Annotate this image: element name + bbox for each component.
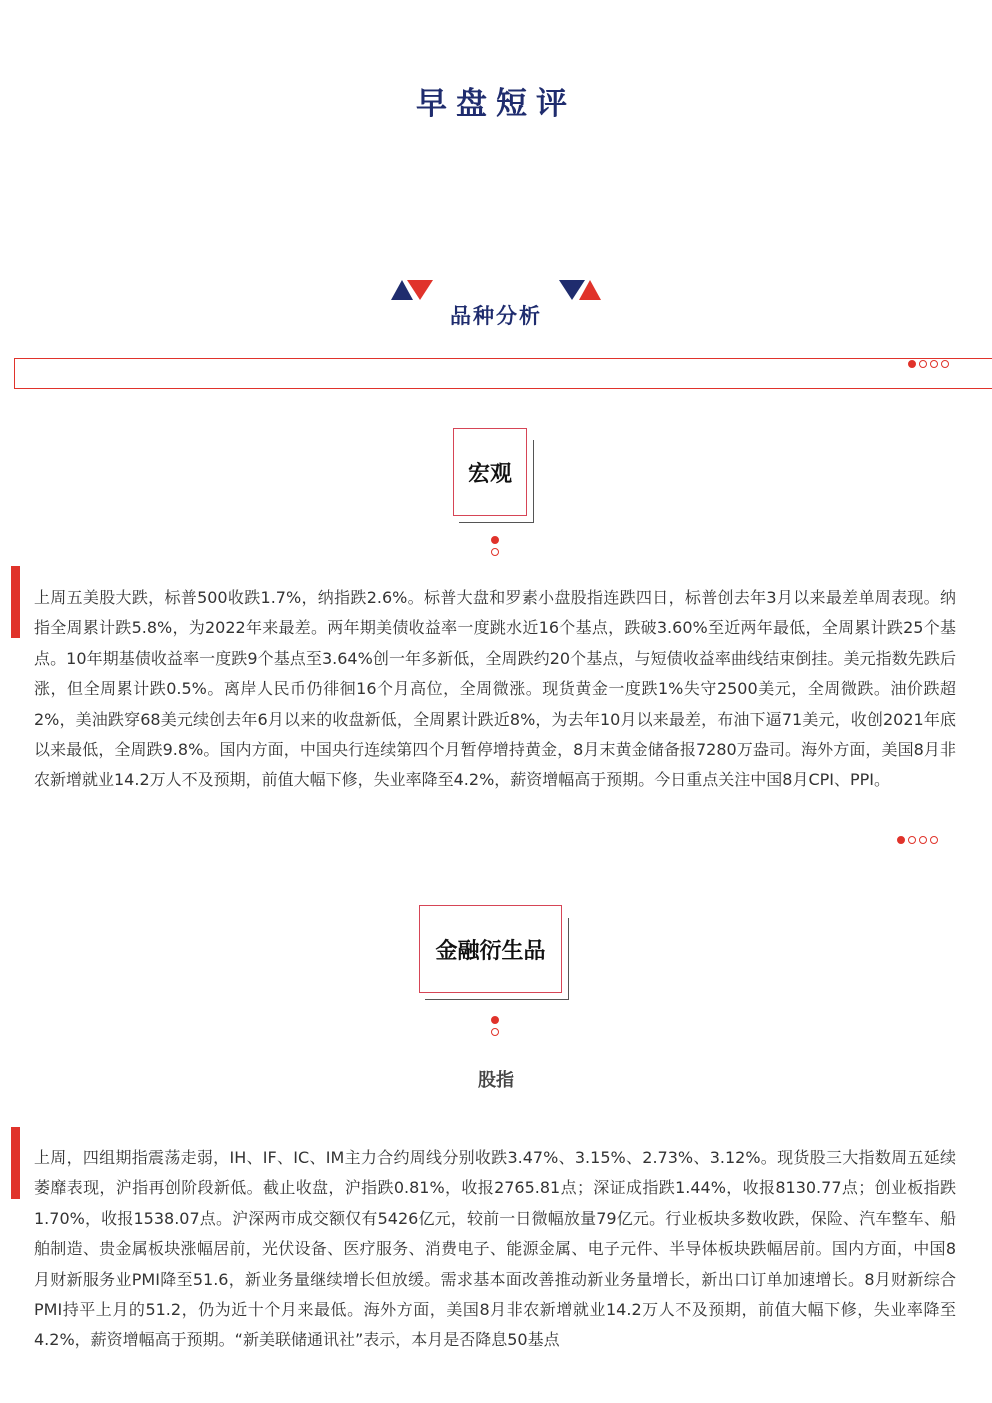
category-label-derivatives: 金融衍生品: [435, 938, 546, 964]
triangle-decoration-right: [559, 280, 601, 300]
dots-decoration-top: [908, 360, 949, 368]
subheading-stock-index: 股指: [478, 1070, 514, 1091]
section-frame-bar: [14, 358, 992, 389]
category-label-macro: 宏观: [467, 461, 512, 487]
derivatives-paragraph: 上周，四组期指震荡走弱，IH、IF、IC、IM主力合约周线分别收跌3.47%、3.15%、2.73%、3.12%。现货股三大指数周五延续萎靡表现，沪指再创阶段新低。截止收盘，沪指跌0.81%，收报2765.81点；深证成指跌1.44%，收报8130.77点；创业板指跌1.70%，收报1538.07点。沪深两市成交额仅有5426亿元，较前一日微幅放量79亿元。行业板块多数收跌，保险、汽车整车、船舶制造、贵金属板块涨幅居前，光伏设备、医疗服务、消费电子、能源金属、电子元件、半导体板块跌幅居前。国内方面，中国8月财新服务业PMI降至51.6，新业务量继续增长但放缓。需求基本面改善推动新业务量增长，新出口订单加速增长。8月财新综合PMI持平上月的51.2，仍为近十个月来最低。海外方面，美国8月非农新增就业14.2万人不及预期，前值大幅下修，失业率降至4.2%，薪资增幅高于预期。“新美联储通讯社”表示，本月是否降息50基点: [34, 1148, 956, 1350]
category-box-derivatives: [419, 905, 562, 993]
paragraph-marker: [11, 1127, 20, 1199]
page-title: 早盘短评: [416, 86, 576, 122]
dots-decoration-vertical: [491, 1016, 499, 1036]
category-box-macro: [453, 428, 527, 516]
paragraph-marker: [11, 566, 20, 638]
dots-decoration-mid: [897, 836, 938, 844]
dots-decoration-vertical: [491, 536, 499, 556]
section-title: 品种分析: [450, 304, 542, 328]
triangle-decoration-left: [391, 280, 433, 300]
macro-paragraph: 上周五美股大跌，标普500收跌1.7%，纳指跌2.6%。标普大盘和罗素小盘股指连跌四日，标普创去年3月以来最差单周表现。纳指全周累计跌5.8%，为2022年来最差。两年期美债收益率一度跳水近16个基点，跌破3.60%至近两年最低，全周累计跌25个基点。10年期基债收益率一度跌9个基点至3.64%创一年多新低，全周跌约20个基点，与短债收益率曲线结束倒挂。美元指数先跌后涨，但全周累计跌0.5%。离岸人民币仍徘徊16个月高位，全周微涨。现货黄金一度跌1%失守2500美元，全周微跌。油价跌超2%，美油跌穿68美元续创去年6月以来的收盘新低，全周累计跌近8%，为去年10月以来最差，布油下逼71美元，收创2021年底以来最低，全周跌9.8%。国内方面，中国央行连续第四个月暂停增持黄金，8月末黄金储备报7280万盎司。海外方面，美国8月非农新增就业14.2万人不及预期，前值大幅下修，失业率降至4.2%，薪资增幅高于预期。今日重点关注中国8月CPI、PPI。: [34, 588, 956, 790]
